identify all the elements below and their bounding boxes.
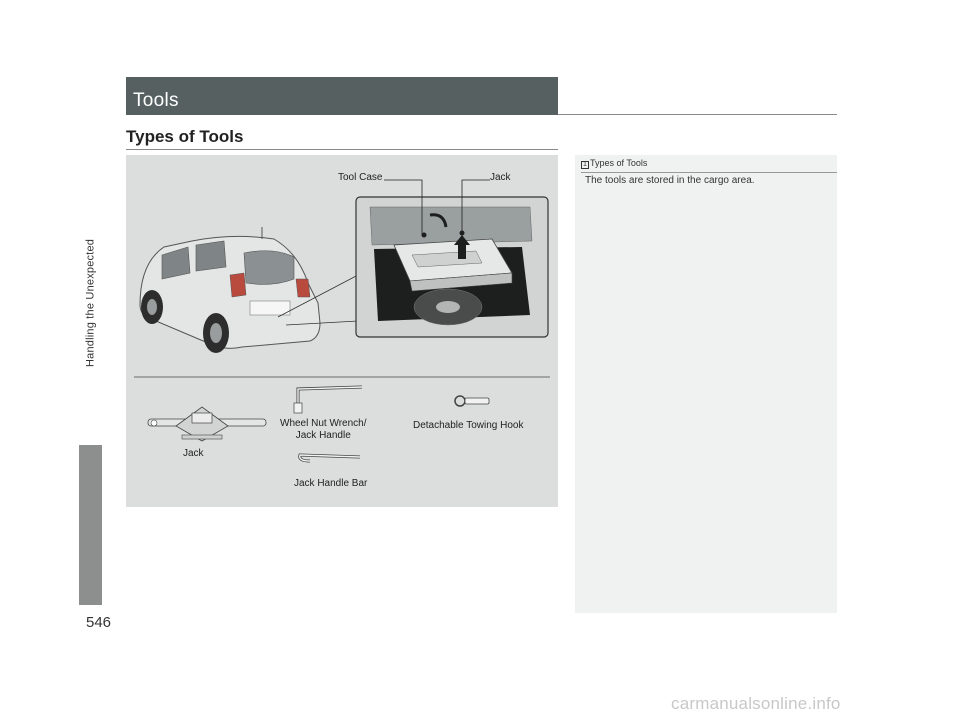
chapter-side-tab [79,445,102,605]
callout-tool-case: Tool Case [338,172,383,183]
chapter-title: Tools [133,90,179,111]
tool-label-wheel-nut-wrench [280,418,367,442]
chapter-side-label: Handling the Unexpected [84,238,97,367]
wheel-nut-wrench-line-2: Jack Handle [295,430,351,441]
wheel-nut-wrench-illustration [294,387,362,413]
cargo-area-inset [356,197,548,337]
side-note [575,155,837,613]
callout-jack: Jack [490,172,511,183]
note-heading-text: Types of Tools [590,158,648,168]
scissor-jack-illustration [148,407,266,441]
note-heading [581,158,837,173]
tools-figure [126,155,558,507]
tool-label-towing-hook: Detachable Towing Hook [413,420,524,431]
note-marker-icon: 1 [581,161,589,169]
chapter-title-bar [126,77,558,115]
watermark: carmanualsonline.info [671,694,841,713]
car-rear-illustration [140,227,358,353]
note-body: The tools are stored in the cargo area. [585,175,755,186]
jack-handle-bar-illustration [300,455,360,461]
towing-hook-illustration [455,396,489,406]
chapter-rule [558,114,837,115]
tool-label-jack-handle-bar: Jack Handle Bar [294,478,368,489]
section-title: Types of Tools [126,127,244,146]
section-rule [126,149,558,150]
page-number: 546 [86,614,112,631]
wheel-nut-wrench-line-1: Wheel Nut Wrench/ [280,418,367,429]
tool-label-jack: Jack [183,448,204,459]
